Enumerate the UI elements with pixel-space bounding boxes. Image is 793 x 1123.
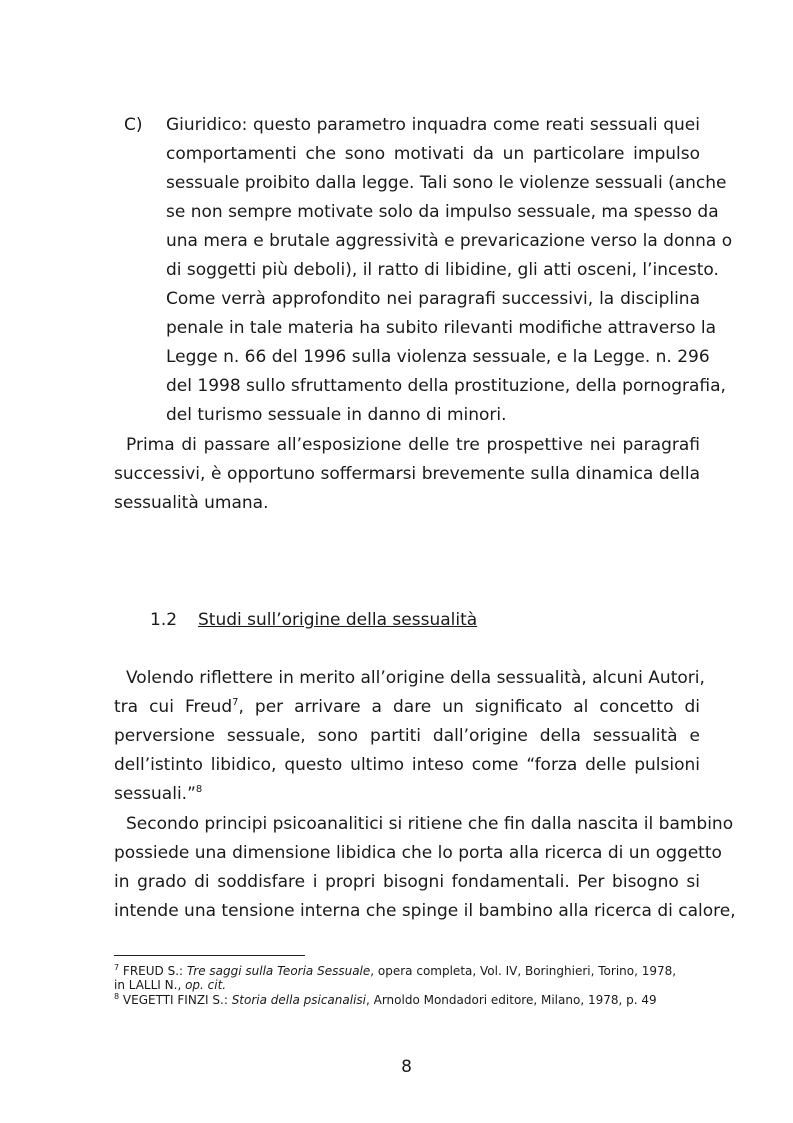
footnote-text: , opera completa, Vol. IV, Boringhieri, Torino, 1978, bbox=[370, 964, 677, 978]
paragraph-line: in grado di soddisfare i propri bisogni fondamentali. Per bisogno si bbox=[114, 872, 700, 892]
list-item-c-line: penale in tale materia ha subito rilevanti modifiche attraverso la bbox=[166, 318, 717, 338]
paragraph-line: successivi, è opportuno soffermarsi brevemente sulla dinamica della bbox=[114, 464, 700, 484]
paragraph-text: tra cui Freud bbox=[114, 697, 233, 717]
paragraph-text: , per arrivare a dare un significato al concetto di bbox=[238, 697, 700, 717]
list-item-c-line: Come verrà approfondito nei paragrafi successivi, la disciplina bbox=[166, 289, 700, 309]
footnote-number: 7 bbox=[114, 963, 120, 972]
list-item-c-line: una mera e brutale aggressività e prevaricazione verso la donna o bbox=[166, 231, 733, 251]
footnote-author: VEGETTI FINZI S.: bbox=[122, 993, 232, 1007]
footnote-ref-7: 7 bbox=[232, 697, 239, 708]
paragraph-line: possiede una dimensione libidica che lo porta alla ricerca di un oggetto bbox=[114, 843, 722, 863]
paragraph-line: sessualità umana. bbox=[114, 493, 269, 513]
paragraph-line-with-ref bbox=[114, 784, 202, 804]
footnote-title: Storia della psicanalisi bbox=[231, 993, 366, 1007]
footnote-8 bbox=[114, 993, 700, 1007]
footnote-title: Tre saggi sulla Teoria Sessuale bbox=[186, 964, 371, 978]
list-item-c-line: del turismo sessuale in danno di minori. bbox=[166, 405, 507, 425]
footnote-number: 8 bbox=[114, 992, 120, 1001]
paragraph-line: dell’istinto libidico, questo ultimo inteso come “forza delle pulsioni bbox=[114, 755, 700, 775]
list-item-c-line: Giuridico: questo parametro inquadra come reati sessuali quei bbox=[166, 115, 700, 135]
footnote-ref-8: 8 bbox=[195, 784, 203, 795]
footnote-text: , Arnoldo Mondadori editore, Milano, 1978, p. 49 bbox=[366, 993, 657, 1007]
list-item-c-line: sessuale proibito dalla legge. Tali sono le violenze sessuali (anche bbox=[166, 173, 727, 193]
paragraph-line: perversione sessuale, sono partiti dall’origine della sessualità e bbox=[114, 726, 700, 746]
footnote-citation: op. cit. bbox=[185, 978, 227, 992]
footnote-text: in LALLI N., bbox=[114, 978, 186, 992]
list-item-c-line: di soggetti più deboli), il ratto di libidine, gli atti osceni, l’incesto. bbox=[166, 260, 719, 280]
list-item-c-line: se non sempre motivate solo da impulso sessuale, ma spesso da bbox=[166, 202, 719, 222]
list-item-c-line: del 1998 sullo sfruttamento della prostituzione, della pornografia, bbox=[166, 376, 726, 396]
list-item-c-line: Legge n. 66 del 1996 sulla violenza sessuale, e la Legge. n. 296 bbox=[166, 347, 710, 367]
list-item-c-line: comportamenti che sono motivati da un particolare impulso bbox=[166, 144, 700, 164]
page-number: 8 bbox=[401, 1057, 412, 1077]
footnote-author: FREUD S.: bbox=[122, 964, 187, 978]
paragraph-line: Volendo riflettere in merito all’origine della sessualità, alcuni Autori, bbox=[126, 668, 705, 688]
section-title: Studi sull’origine della sessualità bbox=[198, 610, 478, 630]
paragraph-line: intende una tensione interna che spinge il bambino alla ricerca di calore, bbox=[114, 901, 736, 921]
footnote-7 bbox=[114, 964, 700, 992]
footnote-separator bbox=[114, 955, 305, 956]
list-marker-c: C) bbox=[124, 115, 143, 135]
paragraph-line: Prima di passare all’esposizione delle tre prospettive nei paragrafi bbox=[126, 435, 700, 455]
paragraph-line-with-ref bbox=[114, 697, 700, 717]
paragraph-line: Secondo principi psicoanalitici si ritiene che fin dalla nascita il bambino bbox=[126, 814, 734, 834]
section-number: 1.2 bbox=[150, 610, 178, 630]
paragraph-text: sessuali.” bbox=[114, 784, 196, 804]
